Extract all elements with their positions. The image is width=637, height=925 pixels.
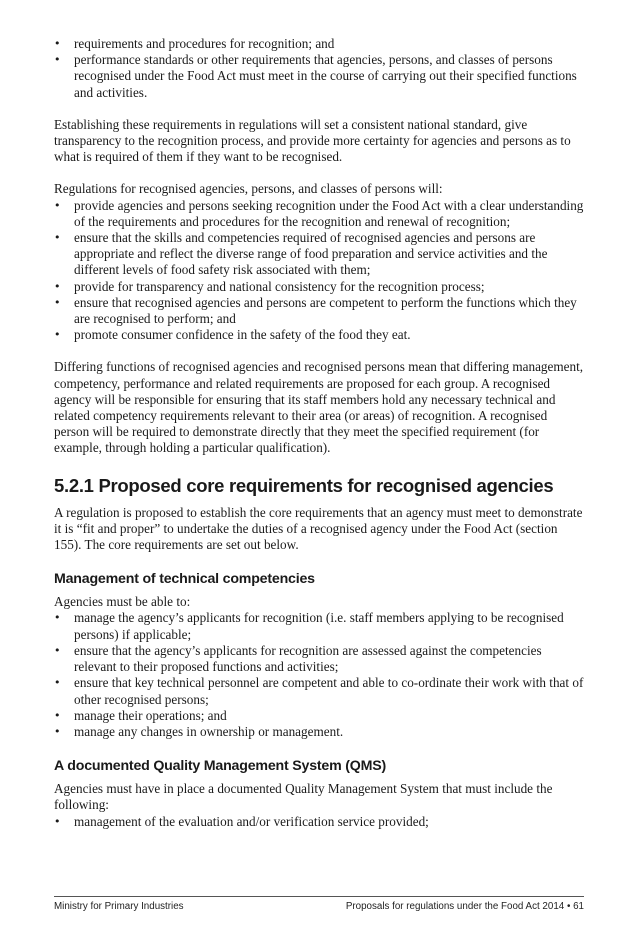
document-page <box>54 36 584 830</box>
intro-bullet-list <box>54 36 584 101</box>
sub2-bullet-list <box>54 814 584 830</box>
list-item: • ensure that the skills and competencies required of recognised agencies and persons are appropriate and reflect the diverse range of food preparation and service activities and the different levels of food safety risk associated with them; <box>54 230 584 279</box>
list-item: • ensure that key technical personnel are competent and able to co-ordinate their work with that of other recognised persons; <box>54 675 584 707</box>
footer-title-page-number: Proposals for regulations under the Food Act 2014 • 61 <box>345 901 584 912</box>
list-item: • requirements and procedures for recognition; and <box>54 36 584 52</box>
footer-publisher: Ministry for Primary Industries <box>54 901 184 912</box>
list-item: • provide agencies and persons seeking recognition under the Food Act with a clear understanding of the requirements and procedures for the recognition and renewal of recognition; <box>54 198 584 230</box>
paragraph-differing: Differing functions of recognised agencies and recognised persons mean that differing management, competency, performance and related requirements are proposed for each group. A recognised agency will be responsible for ensuring that its staff members hold any necessary technical and related competency requirements relevant to their area (or areas) of recognition. A recognised person will be required to demonstrate directly that they meet the specified requirement (for example, through holding a particular qualification). <box>54 359 584 456</box>
regulations-bullet-list <box>54 198 584 344</box>
list-item: • ensure that the agency’s applicants for recognition are assessed against the competencies relevant to their proposed functions and activities; <box>54 643 584 675</box>
subheading-qms: A documented Quality Management System (QMS) <box>54 758 387 775</box>
list-item: • promote consumer confidence in the safety of the food they eat. <box>54 327 584 343</box>
sub1-bullet-list <box>54 610 584 740</box>
paragraph-sub2-lead: Agencies must have in place a documented Quality Management System that must include the following: <box>54 781 553 813</box>
list-item: • manage their operations; and <box>54 708 584 724</box>
paragraph-sub1-lead: Agencies must be able to: <box>54 594 191 610</box>
paragraph-section: A regulation is proposed to establish the core requirements that an agency must meet to demonstrate it is “fit and proper” to undertake the duties of a recognised agency under the Food Act (section 155). The core requirements are set out below. <box>54 504 583 553</box>
list-item: • management of the evaluation and/or verification service provided; <box>54 814 584 830</box>
list-item: • ensure that recognised agencies and persons are competent to perform the functions which they are recognised to perform; and <box>54 295 584 327</box>
paragraph-establishing: Establishing these requirements in regulations will set a consistent national standard, give transparency to the recognition process, and provide more certainty for agencies and persons as to what is required of them if they want to be recognised. <box>54 116 571 165</box>
list-item: • manage the agency’s applicants for recognition (i.e. staff members applying to be recognised persons) if applicable; <box>54 610 584 642</box>
list-item: • provide for transparency and national consistency for the recognition process; <box>54 279 584 295</box>
subheading-technical-competencies: Management of technical competencies <box>54 571 315 588</box>
list-item: • manage any changes in ownership or management. <box>54 724 584 740</box>
paragraph-regulations-lead: Regulations for recognised agencies, persons, and classes of persons will: <box>54 181 443 197</box>
page-footer <box>54 896 584 913</box>
section-heading: 5.2.1 Proposed core requirements for recognised agencies <box>54 474 554 496</box>
list-item: • performance standards or other requirements that agencies, persons, and classes of persons recognised under the Food Act must meet in the course of carrying out their specified functions and activities. <box>54 52 584 101</box>
